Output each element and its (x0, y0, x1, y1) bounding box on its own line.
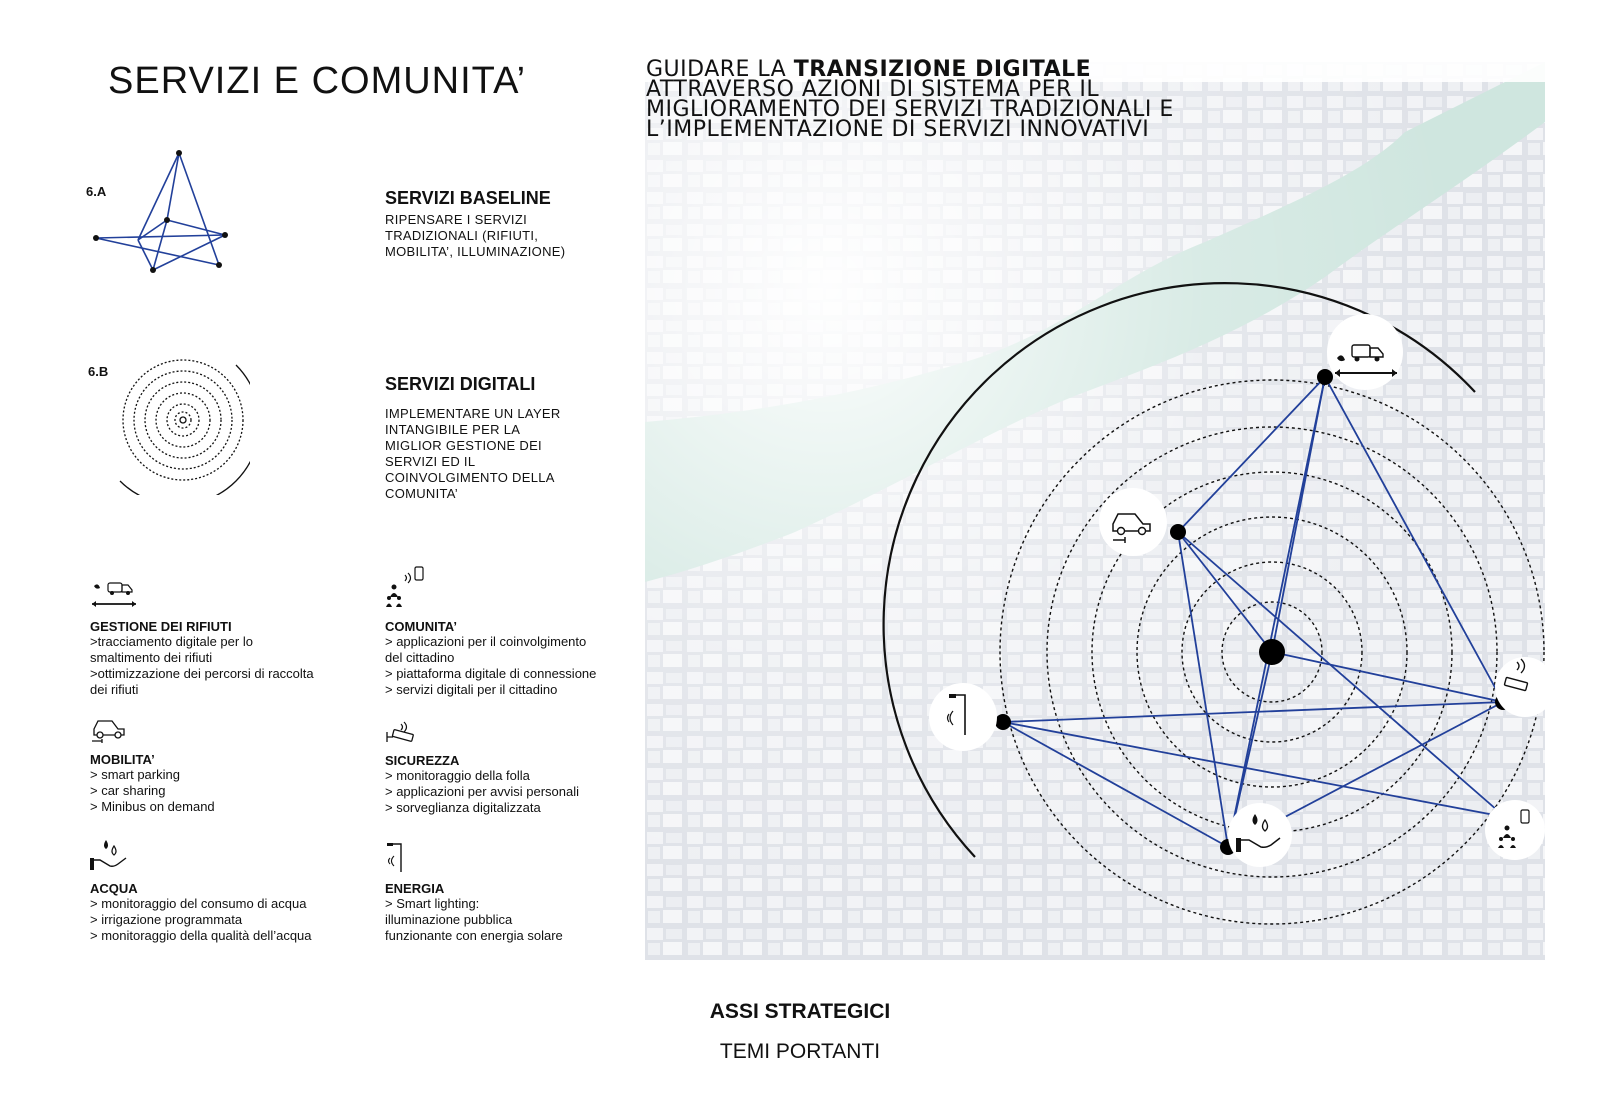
service-mobilita (90, 715, 360, 815)
headline-text: GUIDARE LA (646, 57, 794, 82)
desc-line: IMPLEMENTARE UN LAYER (385, 406, 561, 421)
service-line: > applicazioni per il coinvolgimento (385, 634, 587, 649)
service-line: dei rifiuti (90, 682, 139, 697)
desc-line: SERVIZI ED IL (385, 454, 476, 469)
community-icon (385, 565, 433, 610)
service-line: > car sharing (90, 783, 166, 798)
service-line: smaltimento dei rifiuti (90, 650, 213, 665)
headline-text: ATTRAVERSO AZIONI DI SISTEMA PER IL MIGLIORAMENTO DEI SERVIZI TRADIZIONALI E L’IMPLEMENTAZIONE DI SERVIZI INNOVATIVI (646, 77, 1174, 142)
service-comunita (385, 565, 655, 698)
community-icon (1485, 800, 1545, 860)
footer-title: ASSI STRATEGICI (709, 1000, 891, 1023)
service-title: GESTIONE DEI RIFIUTI (90, 619, 232, 634)
service-title: MOBILITA’ (90, 752, 155, 767)
garbage-truck-icon (1327, 314, 1403, 390)
node-energia (995, 714, 1011, 730)
desc-line: TRADIZIONALI (RIFIUTI, (385, 228, 539, 243)
headline-emphasis: TRANSIZIONE DIGITALE (793, 57, 1092, 82)
service-acqua (90, 838, 360, 944)
section-b-tag: 6.B (88, 364, 109, 379)
service-line: > irrigazione programmata (90, 912, 243, 927)
service-title: ACQUA (90, 881, 138, 896)
service-title: COMUNITA’ (385, 619, 457, 634)
service-line: > applicazioni per avvisi personali (385, 784, 580, 799)
service-line: > smart parking (90, 767, 180, 782)
desc-line: COMUNITA’ (385, 486, 458, 501)
service-energia (385, 840, 655, 944)
service-line: > servizi digitali per il cittadino (385, 682, 558, 697)
footer-subtitle: TEMI PORTANTI (719, 1040, 881, 1063)
desc-line: MOBILITA’, ILLUMINAZIONE) (385, 244, 566, 259)
street-light-icon (929, 683, 997, 751)
desc-line: COINVOLGIMENTO DELLA (385, 470, 555, 485)
electric-car-icon (90, 715, 130, 743)
desc-line: INTANGIBILE PER LA (385, 422, 521, 437)
node-mobilita (1170, 524, 1186, 540)
service-line: illuminazione pubblica (385, 912, 513, 927)
service-title: ENERGIA (385, 881, 445, 896)
section-b-title: SERVIZI DIGITALI (385, 374, 536, 394)
service-line: > sorveglianza digitalizzata (385, 800, 541, 815)
electric-car-icon (1099, 488, 1167, 556)
section-a-title: SERVIZI BASELINE (385, 188, 551, 208)
concentric-circles-icon (100, 345, 250, 495)
central-node (1259, 639, 1285, 665)
service-line: > piattaforma digitale di connessione (385, 666, 597, 681)
desc-line: MIGLIOR GESTIONE DEI (385, 438, 542, 453)
service-line: funzionante con energia solare (385, 928, 563, 943)
service-sicurezza (385, 720, 655, 816)
desc-line: RIPENSARE I SERVIZI (385, 212, 527, 227)
service-rifiuti (90, 580, 360, 698)
network-diagram-icon (88, 145, 238, 280)
garbage-truck-icon (90, 580, 138, 610)
section-b-description (385, 406, 561, 502)
node-rifiuti (1317, 369, 1333, 385)
security-camera-icon (385, 720, 425, 744)
service-line: >tracciamento digitale per lo (90, 634, 253, 649)
city-map-illustration (645, 62, 1545, 960)
water-hand-icon (90, 838, 130, 872)
service-title: SICUREZZA (385, 753, 460, 768)
service-line: >ottimizzazione dei percorsi di raccolta (90, 666, 314, 681)
service-line: > monitoraggio del consumo di acqua (90, 896, 307, 911)
street-light-icon (385, 840, 415, 872)
page-title: SERVIZI E COMUNITA’ (108, 60, 527, 102)
service-line: > monitoraggio della folla (385, 768, 530, 783)
section-a-description (385, 212, 565, 260)
service-line: > Smart lighting: (385, 896, 480, 911)
section-a-tag: 6.A (86, 184, 107, 199)
service-line: > Minibus on demand (90, 799, 215, 814)
map-fade (645, 62, 1545, 960)
water-hand-icon (1228, 803, 1292, 867)
headline (646, 57, 1226, 142)
service-line: > monitoraggio della qualità dell’acqua (90, 928, 312, 943)
service-line: del cittadino (385, 650, 455, 665)
